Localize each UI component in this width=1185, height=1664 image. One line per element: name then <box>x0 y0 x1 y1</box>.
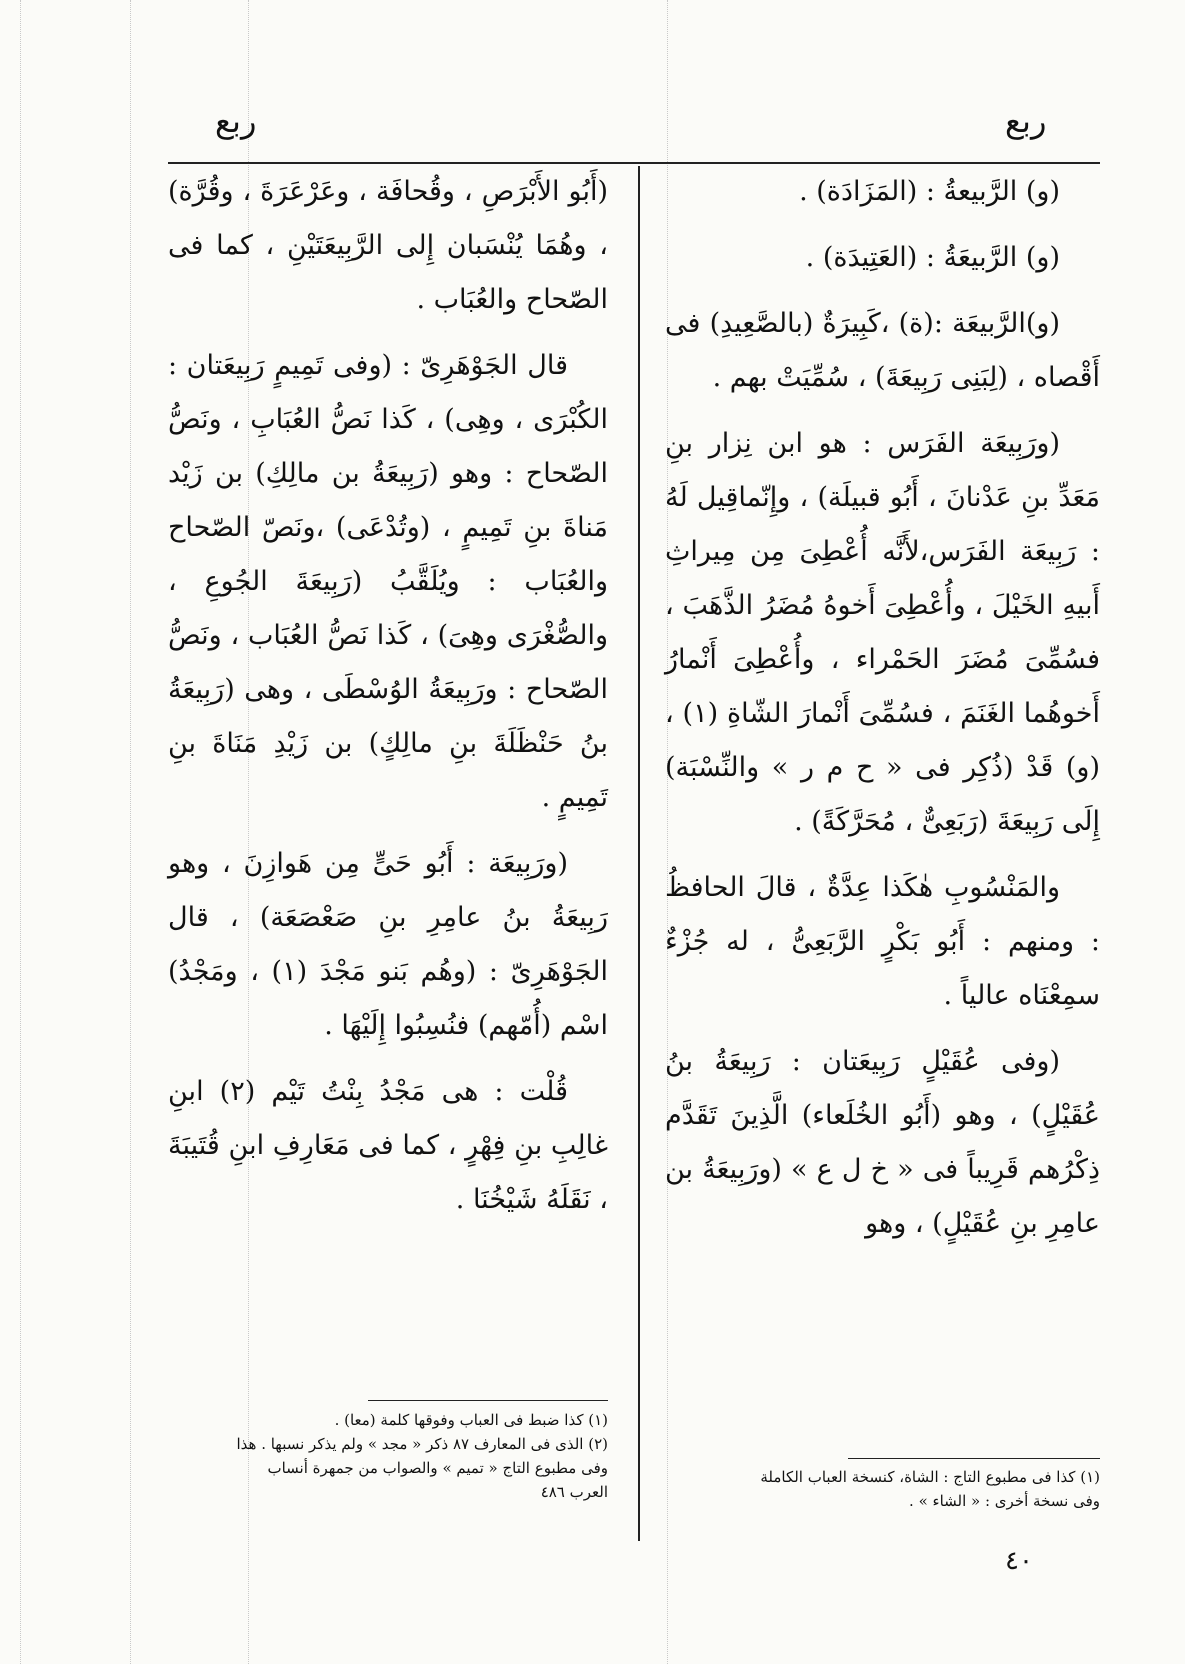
scan-artifact-line <box>130 0 131 1664</box>
running-header-right: ربع <box>1005 102 1047 140</box>
entry-paragraph: قُلْت : هى مَجْدُ بِنْتُ تَيْم (٢) ابنِ غالِبِ بنِ فِهْرٍ ، كما فى مَعَارِفِ ابنِ قُتَيبَةَ ، نَقَلَهُ شَيْخُنَا . <box>168 1076 608 1215</box>
footnotes-right <box>680 1465 1100 1513</box>
entry-paragraph: (ورَبِيعَة الفَرَس : هو ابن نِزار بنِ مَعَدِّ بنِ عَدْنانَ ، أَبُو قبيلَة) ، وإِنّماقِيل لَهُ : رَبِيعَة الفَرَس،لأَنَّه أُعْطِىَ مِن مِيراثِ أَبيهِ الخَيْلَ ، وأُعْطِىَ أَخوهُ مُضَرُ الذَّهَبَ ، فسُمِّىَ مُضَرَ الحَمْراء ، وأُعْطِىَ أَنْمارُ أَخوهُما الغَنَمَ ، فسُمِّىَ أَنْمارَ الشّاةِ (١) ، (و) قَدْ (ذُكِر فى « ح م ر » والنِّسْبَة) إِلَى رَبِيعَةَ (رَبَعِىٌّ ، مُحَرَّكَةً) . <box>665 428 1100 837</box>
footnote: العرب ٤٨٦ <box>540 1483 608 1501</box>
page-number: ٤٠ <box>1005 1546 1033 1576</box>
entry-paragraph: والمَنْسُوبِ هٰكَذا عِدَّةٌ ، قالَ الحافظُ : ومنهم : أَبُو بَكْرٍ الرَّبَعِىُّ ، له جُزْءٌ سمِعْنَاه عالياً . <box>665 872 1100 1011</box>
footnotes-left <box>168 1408 608 1504</box>
entry-paragraph: قال الجَوْهَرِىّ : (وفى تَمِيمٍ رَبِيعَتان : الكُبْرَى ، وهِى) ، كَذا نَصُّ العُبَابِ ، ونَصُّ الصّحاح : وهو (رَبِيعَةُ بن مالِكِ) بن زَيْد مَناةَ بنِ تَمِيمٍ ، (وتُدْعَى) ،ونَصّ الصّحاح والعُبَاب : ويُلَقَّبُ (رَبِيعَةَ الجُوعِ ، والصُّغْرَى وهِىَ) ، كَذا نَصُّ العُبَاب ، ونَصُّ الصّحاح : ورَبِيعَةُ الوُسْطَى ، وهى (رَبِيعَةُ بنُ حَنْظَلَةَ بنِ مالِكٍ) بن زَيْدِ مَنَاةَ بنِ تَمِيمٍ . <box>168 350 608 813</box>
entry-paragraph: (ورَبِيعَة : أَبُو حَىٍّ مِن هَوازِنَ ، وهو رَبِيعَةُ بنُ عامِرِ بنِ صَعْصَعَة) ، قال الجَوْهَرِىّ : (وهُم بَنو مَجْدَ (١) ، ومَجْدُ) اسْم (أُمّهم) فنُسِبُوا إِلَيْهَا . <box>168 848 608 1041</box>
footnote: وفى نسخة أخرى : « الشاء » . <box>909 1492 1100 1510</box>
header-rule <box>168 162 1100 164</box>
column-divider <box>638 166 640 1541</box>
left-column <box>168 165 608 1239</box>
entry-paragraph: (أَبُو الأَبْرَصِ ، وقُحافَة ، وعَرْعَرَةَ ، وقُرَّة) ، وهُمَا يُنْسَبان إِلى الرَّبِيعَتَيْنِ ، كما فى الصّحاح والعُبَاب . <box>168 176 608 315</box>
entry-paragraph: (وفى عُقَيْلٍ رَبِيعَتان : رَبِيعَةُ بنُ عُقَيْلٍ) ، وهو (أَبُو الخُلَعاء) الَّذِينَ تَقَدَّم ذِكْرُهم قَرِيباً فى « خ ل ع » (ورَبِيعَةُ بن عامِرِ بنِ عُقَيْلٍ) ، وهو <box>665 1046 1100 1239</box>
footnote: وفى مطبوع التاج « تميم » والصواب من جمهرة أنساب <box>267 1459 608 1477</box>
footnote: (١) كذا ضبط فى العباب وفوقها كلمة (معا) . <box>334 1411 608 1429</box>
footnote: (٢) الذى فى المعارف ٨٧ ذكر « مجد » ولم يذكر نسبها . هذا <box>236 1435 608 1453</box>
footnote-rule <box>848 1458 1100 1459</box>
scan-artifact-line <box>20 0 21 1664</box>
running-header-left: ربع <box>215 102 257 140</box>
entry-paragraph: (و)الرَّبيعَة :(ة) ،كَبِيرَةٌ (بالصَّعِيدِ) فى أَقْصاه ، (لِبَنِى رَبِيعَةَ) ، سُمِّيَتْ بهم . <box>665 308 1100 393</box>
footnote-rule <box>368 1400 608 1401</box>
entry-paragraph: (و) الرَّبيعةُ : (المَزَادَة) . <box>799 176 1060 207</box>
right-column <box>665 165 1100 1263</box>
footnote: (١) كذا فى مطبوع التاج : الشاة، كنسخة العباب الكاملة <box>760 1468 1100 1486</box>
entry-paragraph: (و) الرَّبيعَةُ : (العَتِيدَة) . <box>805 242 1060 273</box>
